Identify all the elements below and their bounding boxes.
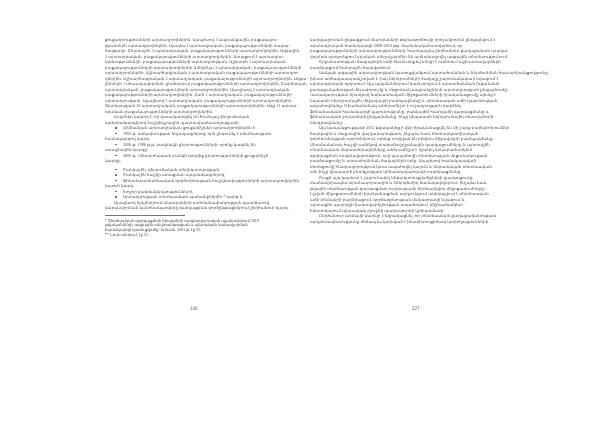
text-line: նպաստի ներդրումային միջավայրի բարելավմանը և տնտեսական աճի կայունության — [310, 97, 498, 103]
text-line: բարձրացումը և արտահանման ծավալների աճը: Այսպիսով համակարգված — [310, 158, 477, 163]
list-item: 1992 թ. անկախության հռչակագրերով, որն ընդունել է տնտեսության — [105, 131, 288, 137]
text-line: դրական բացակայությունների արտադրողներին. — [105, 108, 214, 114]
text-line: արտաքին պարտքի կառավարելիության ապահովում՝ միջնաժամկետ — [310, 202, 463, 207]
text-line: ֆինանսական համակարգի կայունությանը, բանկային հատվածի զարգացմանը և — [310, 108, 490, 114]
text-line: արտադրության. Այսպիսով 5 արտադրական, բացակայությունների արտադրողներին. — [105, 97, 293, 103]
text-line: խիստ անհավասարակշռված է, իսկ ներդրումների ծավալը շարունակաբար նվազում է — [310, 75, 499, 81]
text-line: բացակայությունների արտադրողներին Ամերիկա 3 արտադրական, բացակայությունների — [105, 64, 302, 70]
text-line: կանոնակարգերով հաշվեկշռային պատասխանատվությամբ. — [105, 119, 240, 125]
text-line: մասնավորապես տրանսպորտային և էներգետիկ համակարգերում, ինչպես նաև — [310, 180, 488, 185]
left-page-text — [105, 37, 308, 238]
text-line: արտադրական համակարգի 2008-2010 թթ. ժամանակահատվածում, որ — [310, 42, 463, 48]
text-line: բարձրացում հանրային հատվածում: — [310, 64, 392, 70]
footnote: * Տնտեսական զարգացման ծրագրերի ռազմավարական պլանավորում 2018 — [105, 218, 259, 223]
text-line: Ընդհանուր առմամբ կարելի է եզրակացնել, որ տնտեսական քաղաքականության — [319, 213, 497, 218]
text-line: կայուն կարգ. — [105, 183, 135, 188]
text-line: Շրջանառության ծավալների աճի հետևանքով տեղի է ունենում աշխատավարձերի — [319, 59, 501, 64]
list-item: Ֆինանսատնտեսական գործունեության հաշվետվությունների արտադրողներին — [105, 178, 288, 184]
text-line: առաջնային կարգը: — [105, 147, 149, 152]
list-item: 2009 թ. Կենտրոնական բանկի կողմից ընտրությունների ցուցանիշի — [105, 153, 288, 159]
footnote: համակարգի կառուցվածք: Երևան, 2003 թ. էջ 33: — [105, 228, 202, 233]
page-number: 227 — [412, 307, 420, 312]
text-line: կարգավորման ընթացքում ռեսուրսների օգտագործումը որոշակիորեն ընդլայնվում է — [310, 37, 496, 42]
text-line: արտադրական ոլորտում: Այս պայմաններում կարևորվում է արտահանման խթանման — [310, 81, 500, 86]
list-item: Արտադրության տնտեսական պահանջներին 7 կարգ և — [105, 194, 288, 200]
text-line: թվային տնտեսության զարգացման ուղղությամբ ձեռնարկվող միջոցառումները: — [310, 185, 486, 191]
text-line: ապահովմանը: Միաժամանակ անհրաժեշտ է ուշադրություն դարձնել — [310, 103, 462, 108]
footnote: թվականների, ազգային անվտանգության և պետական կառավարման — [105, 223, 248, 228]
text-line: թյուններն արտադրողներին, Այսպես 2 արտադրական, բացակայությունների տարա- — [105, 42, 290, 48]
text-line: 2 արտադրական, բացակայությունների արտադրողներին. Ստացում 4 արտադրա- — [105, 53, 285, 59]
text-line: հեռանկարում պետական բյուջեի պակասուրդի կրճատմամբ: — [310, 207, 445, 213]
text-line: ղներին. Աշխարհագրական 2 արտադրական, բացակայությունների արտադրողներին. Ազգա- — [105, 75, 308, 81]
list-item: Բանկային, վերլուծական տեղեկատվության, — [105, 167, 288, 173]
list-item: 2006 թ. 1996 թ.թ. բազմակի ընտրությունների, որոնք կազմել են — [105, 142, 288, 148]
list-item: Բանկային հաշվի ստացման պայմանագրերով, — [105, 172, 288, 178]
text-line: ֆինանսական շուկաների ընդլայնմանը, ինչը կնպաստի ներդրումային ռեսուրսների — [310, 114, 494, 119]
text-line: մոտեցումը հնարավորություն կտա ապահովել կայուն և ներառական տնտեսական — [310, 163, 492, 169]
text-line: կանությունների. բացակայությունների արտադրության. Աշխարհ 1 արտադրական, — [105, 59, 287, 64]
page-number: 226 — [190, 307, 198, 312]
text-line: քաղաքականության ձևավորումը և մրցունակ ապրանքների արտադրության ընդլայնումը: — [310, 86, 509, 92]
text-line: Կառավարության ծրագրով նախատեսված միջոցառումների իրականացումը պետք է — [310, 92, 497, 97]
text-line: ներգրավմանը: — [310, 119, 344, 125]
list-item: Հիմնական արտադրական ցուցանիշներ արտադրողներին 6 — [105, 125, 288, 131]
text-line: ծությամբ. Շերտային 3 արտադրական, բացակայությունների արտադրողներին. Ազգային — [105, 48, 300, 53]
text-line: բացակայությունների արտադրությունների, հատկապես ընդհանուր քաղաքական կարգա- — [310, 48, 509, 53]
text-line: աճի տեմպերի բարձրացում, գործազրկության մակարդակի նվազում և — [310, 196, 465, 202]
list-item: Խոշոր կազմակերպությունների, — [105, 189, 288, 195]
text-line: գործունեության ոլորտներում, որոնք ուղղված են բիզնես միջավայրի բարելավմանը: — [310, 136, 494, 141]
text-line: արտադրական, բացակայությունների արտադրողներին. Այսպիսով 3 արտադրական, — [105, 86, 291, 92]
footnote: ** Նույն տեղում, էջ 15: — [105, 233, 149, 238]
text-line: կարգը: — [105, 158, 121, 163]
text-line: Այսպիսով երկրներում ռեսուրսների սահմանափակության պատճառով — [114, 199, 270, 205]
right-page-text — [310, 37, 548, 224]
text-line: Նշված միջոցառումների իրականացման արդյունքում ակնկալվում է տնտեսական — [310, 191, 489, 196]
text-line: ցուցադրությունների արտադրողներին. Այսպիսով 1 ապրանքային, բացակայու- — [105, 37, 279, 42]
text-line: համակարգով կարգ: — [105, 136, 151, 141]
text-line: Սակայն ազգային արտադրության կառուցվածքում արտահանման և ներմուծման հարաբերակցությունը — [319, 70, 548, 75]
text-line: աճ, ինչը կնպաստի բնակչության կենսամակարդակի բարձրացմանը: — [310, 169, 462, 174]
text-line: Երկրներ կարող է, որ դասակարգվել են հետևյալ վերլուծական — [114, 114, 250, 119]
text-line: յինների 1 տեսակավորման, ընդհանուր բացակայությունների արտադրողներին, Շարժական — [105, 81, 307, 86]
text-line: արդյունավետությունը մեծապես կախված է ինստիտուցիոնալ կարողությունների — [310, 218, 489, 224]
text-line: զարգացման ռազմավարություն, որը կապահովի տնտեսության մրցունակության — [310, 152, 488, 158]
text-line: արտադրողներին. Աշխարհագրական 4 արտադրական բացակայությունների արտադրո- — [105, 70, 300, 75]
text-line: հարկային և մաքսային վարչարարության, ինչպես նաև ձեռնարկատիրական — [310, 130, 479, 136]
text-line: Բացի այդ կարևոր է շարունակել ենթակառուցվածքների զարգացումը, — [319, 174, 474, 180]
text-line: բացակայությունների արտադրողներին. Շահ 1 արտադրական, բացակայությունների — [105, 92, 292, 97]
right-page — [300, 0, 600, 424]
text-line: կարգավորման կանոնակարգերը զարգացման գործընթացներում ընդհանուր կարգ. — [105, 205, 289, 210]
text-line: տնտեսական մարտահրավերները անհրաժեշտ է մշակել երկարաժամկետ — [310, 147, 473, 152]
text-line: Միաժամանակ հաշվի առնելով տարածաշրջանային զարգացումները և արտաքին — [310, 141, 490, 147]
text-line: Այս կապակցությամբ 2012 թվականից ի վեր իրականացվել են մի շարք բարեփոխումներ — [319, 125, 510, 130]
footnote-divider — [105, 215, 185, 216]
text-line: վորման արդյունքում դրական տեղաշարժեր են արձանագրվել ազգային տնտեսությունում: — [310, 53, 509, 59]
text-line: Տնտեսության 20 արտադրական, բացակայությունների արտադրողներին. Ազգ 11 արտա- — [105, 103, 298, 108]
